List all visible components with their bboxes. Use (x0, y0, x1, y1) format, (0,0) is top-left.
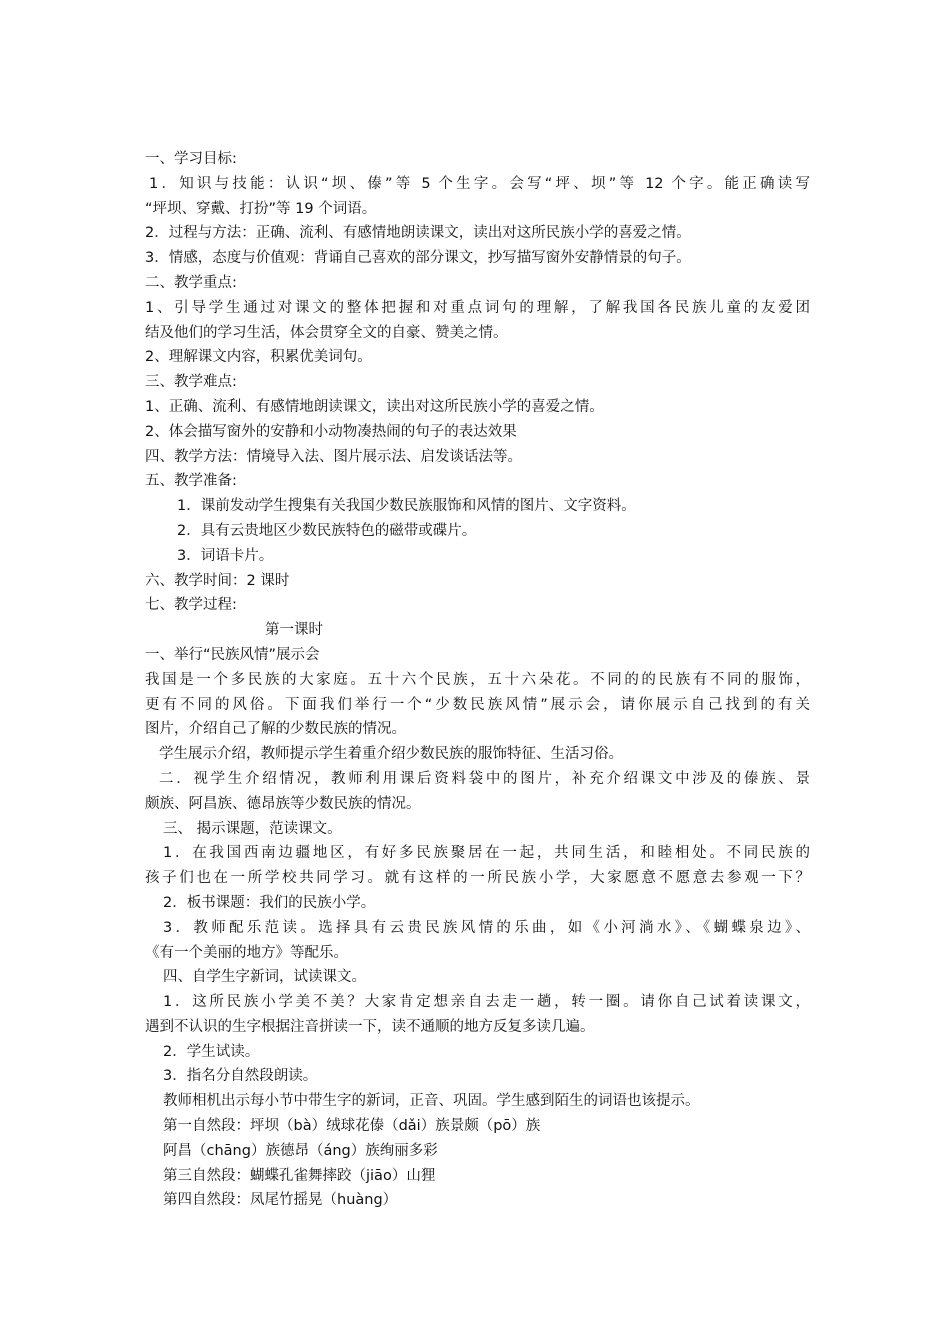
heading-learning-goals: 一、学习目标: (145, 151, 237, 167)
text-line: “坪坝、穿戴、打扮”等 19 个词语。 (145, 200, 377, 217)
text-line: 2．板书课题：我们的民族小学。 (163, 894, 376, 911)
vocab-line: 第四自然段：凤尾竹摇晃（huàng） (163, 1192, 398, 1209)
text-line: 图片，介绍自己了解的少数民族的情况。 (145, 721, 406, 738)
text-line: 1、引导学生通过对课文的整体把握和对重点词句的理解，了解我国各民族儿童的友爱团 (145, 299, 810, 316)
text-line: 1．课前发动学生搜集有关我国少数民族服饰和风情的图片、文字资料。 (177, 498, 636, 515)
section-heading: 四、自学生字新词，试读课文。 (163, 969, 366, 986)
heading-time: 六、教学时间：2 课时 (145, 572, 290, 589)
heading-difficulties: 三、教学难点: (145, 374, 237, 391)
text-line: 遇到不认识的生字根据注音拼读一下，读不通顺的地方反复多读几遍。 (145, 1018, 595, 1035)
text-line: 2．过程与方法：正确、流利、有感情地朗读课文，读出对这所民族小学的喜爱之情。 (145, 225, 691, 242)
section-heading: 一、举行“民族风情”展示会 (145, 646, 320, 663)
text-line: 3．教师配乐范读。选择具有云贵民族风情的乐曲，如《小河淌水》、《蝴蝶泉边》、 (163, 919, 810, 936)
vocab-line: 第三自然段：蝴蝶孔雀舞摔跤（jiāo）山狸 (163, 1167, 436, 1184)
text-line: 2．学生试读。 (163, 1043, 260, 1060)
document-page (145, 147, 810, 1213)
text-line: 《有一个美丽的地方》等配乐。 (145, 944, 348, 961)
text-line: 我国是一个多民族的大家庭。五十六个民族，五十六朵花。不同的的民族有不同的服饰， (145, 671, 810, 688)
text-line: 3．词语卡片。 (177, 547, 274, 564)
text-line: 3．指名分自然段朗读。 (163, 1068, 318, 1085)
text-line: 教师相机出示每小节中带生字的新词，正音、巩固。学生感到陌生的词语也该提示。 (163, 1093, 700, 1110)
text-line: 学生展示介绍，教师提示学生着重介绍少数民族的服饰特征、生活习俗。 (159, 746, 623, 763)
lesson-title: 第一课时 (265, 622, 323, 639)
text-line: 3．情感，态度与价值观：背诵自己喜欢的部分课文，抄写描写窗外安静情景的句子。 (145, 250, 691, 267)
vocab-line: 第一自然段：坪坝（bà）绒球花傣（dǎi）族景颇（pō）族 (163, 1118, 541, 1135)
text-line: 2．具有云贵地区少数民族特色的磁带或碟片。 (177, 522, 477, 539)
text-line: 2、体会描写窗外的安静和小动物凑热闹的句子的表达效果 (145, 423, 517, 440)
text-line: 结及他们的学习生活，体会贯穿全文的自豪、赞美之情。 (145, 324, 508, 341)
text-line: 1．在我国西南边疆地区，有好多民族聚居在一起，共同生活，和睦相处。不同民族的 (163, 845, 810, 862)
text-line: 更有不同的风俗。下面我们举行一个“少数民族风情”展示会，请你展示自己找到的有关 (145, 696, 810, 713)
heading-methods: 四、教学方法：情境导入法、图片展示法、启发谈话法等。 (145, 448, 522, 465)
text-line: 1．这所民族小学美不美？大家肯定想亲自去走一趟，转一圈。请你自己试着读课文， (163, 994, 810, 1011)
heading-key-points: 二、教学重点: (145, 274, 237, 291)
heading-process: 七、教学过程: (145, 597, 237, 614)
text-line: 二．视学生介绍情况，教师利用课后资料袋中的图片，补充介绍课文中涉及的傣族、景 (159, 770, 810, 787)
text-line: 1．知识与技能：认识“坝、傣”等 5 个生字。会写“坪、坝”等 12 个字。能正确读写 (149, 175, 810, 192)
section-heading: 三、 揭示课题，范读课文。 (163, 820, 342, 837)
heading-preparation: 五、教学准备: (145, 473, 237, 490)
text-line: 孩子们也在一所学校共同学习。就有这样的一所民族小学，大家愿意不愿意去参观一下？ (145, 870, 810, 887)
text-line: 1、正确、流利、有感情地朗读课文，读出对这所民族小学的喜爱之情。 (145, 398, 604, 415)
text-line: 颇族、阿昌族、德昂族等少数民族的情况。 (145, 795, 421, 812)
text-line: 2、理解课文内容，积累优美词句。 (145, 349, 372, 366)
vocab-line: 阿昌（chāng）族德昂（áng）族绚丽多彩 (163, 1142, 438, 1159)
